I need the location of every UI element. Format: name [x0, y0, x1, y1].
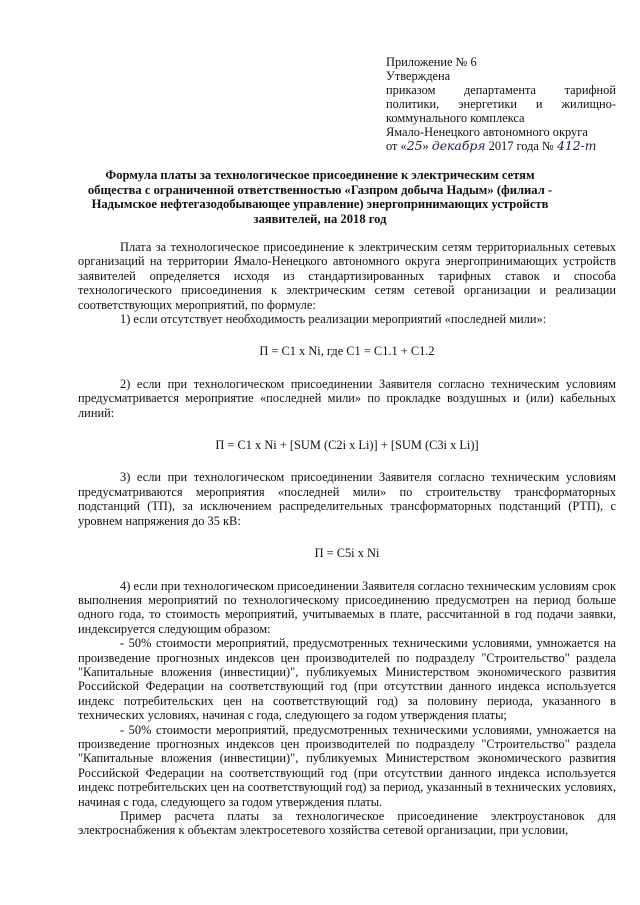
case-4-paragraph: 4) если при технологическом присоединении Заявителя согласно техническим условиям срок выполнения мероприятий по технологическому присоединению предусмотрен на период больше одного года, то стоимость мероприятий, учитываемых в плате, рассчитанной в год подачи заявки, индексируется следующим образом: — [78, 578, 616, 636]
date-prefix: от « — [386, 139, 407, 153]
approval-block — [386, 55, 616, 153]
bullet-paragraph: - 50% стоимости мероприятий, предусмотренных техническими условиями, умножается на произведение прогнозных индексов цен производителей по подразделу "Строительство" раздела "Капитальные вложения (инвестиции)", публикуемых Министерством экономического развития Российской Федерации на соответствующий год (при отсутствии данного индекса используется индекс потребительских цен на соответствующий год) за период, указанный в технических условиях, начиная с года, следующего за годом утверждения платы. — [78, 722, 616, 809]
formula-3: П = С5i х Ni — [314, 546, 380, 561]
approval-date — [386, 139, 616, 153]
date-year: 2017 года № — [488, 139, 554, 153]
date-mid: » — [422, 139, 429, 153]
case-3-paragraph: 3) если при технологическом присоединении Заявителя согласно техническим условиям предусматриваются мероприятия «последней мили» по строительству трансформаторных подстанций (ТП), за исключением распределительных трансформаторных подстанций (РТП), с уровнем напряжения до 35 кВ: — [78, 470, 616, 528]
example-paragraph: Пример расчета платы за технологическое присоединение электроустановок для электроснабжения к объектам электросетевого хозяйства сетевой организации, при условии, — [78, 809, 616, 838]
approval-line: политики, энергетики и жилищно- — [386, 97, 616, 111]
bullet-paragraph: - 50% стоимости мероприятий, предусмотренных техническими условиями, умножается на произведение прогнозных индексов цен производителей по подразделу "Строительство" раздела "Капитальные вложения (инвестиции)", публикуемых Министерством экономического развития Российской Федерации на соответствующий год (при отсутствии данного индекса используется индекс потребительских цен на соответствующий год) за половину периода, указанного в технических условиях, начиная с года, следующего за годом утверждения платы; — [78, 636, 616, 723]
handwritten-day: 25 — [406, 138, 423, 153]
approval-line: Ямало-Ненецкого автономного округа — [386, 125, 588, 139]
approved-label: Утверждена — [386, 69, 451, 83]
case-2-paragraph: 2) если при технологическом присоединении Заявителя согласно техническим условиям предусматривается мероприятие «последней мили» по прокладке воздушных и (или) кабельных линий: — [78, 376, 616, 420]
handwritten-order-number: 412-т — [556, 138, 597, 153]
approval-line: коммунального комплекса — [386, 111, 525, 125]
document-title: Формула платы за технологическое присоединение к электрическим сетям общества с ограниченной ответственностью «Газпром добыча Надым» (филиал - Надымское нефтегазодобывающее управление) энергопринимающих устройств заявителей, на 2018 год — [87, 168, 553, 226]
intro-paragraph: Плата за технологическое присоединение к электрическим сетям территориальных сетевых организаций на территории Ямало-Ненецкого автономного округа энергопринимающих устройств заявителей определяется исходя из стандартизированных тарифных ставок и способа технологического присоединения к электрическим сетям сетевой организации и реализации соответствующих мероприятий, по формуле: — [78, 240, 616, 312]
document-body — [78, 240, 616, 838]
formula-1: П = С1 х Ni, где С1 = С1.1 + С1.2 — [259, 344, 435, 359]
appendix-number: Приложение № 6 — [386, 55, 477, 69]
case-1-paragraph: 1) если отсутствует необходимость реализации мероприятий «последней мили»: — [120, 312, 547, 327]
formula-2: П = С1 х Ni + [SUM (С2i x Li)] + [SUM (С3i x Li)] — [215, 438, 479, 453]
approval-line: приказом департамента тарифной — [386, 83, 616, 97]
handwritten-month: декабря — [431, 138, 486, 153]
